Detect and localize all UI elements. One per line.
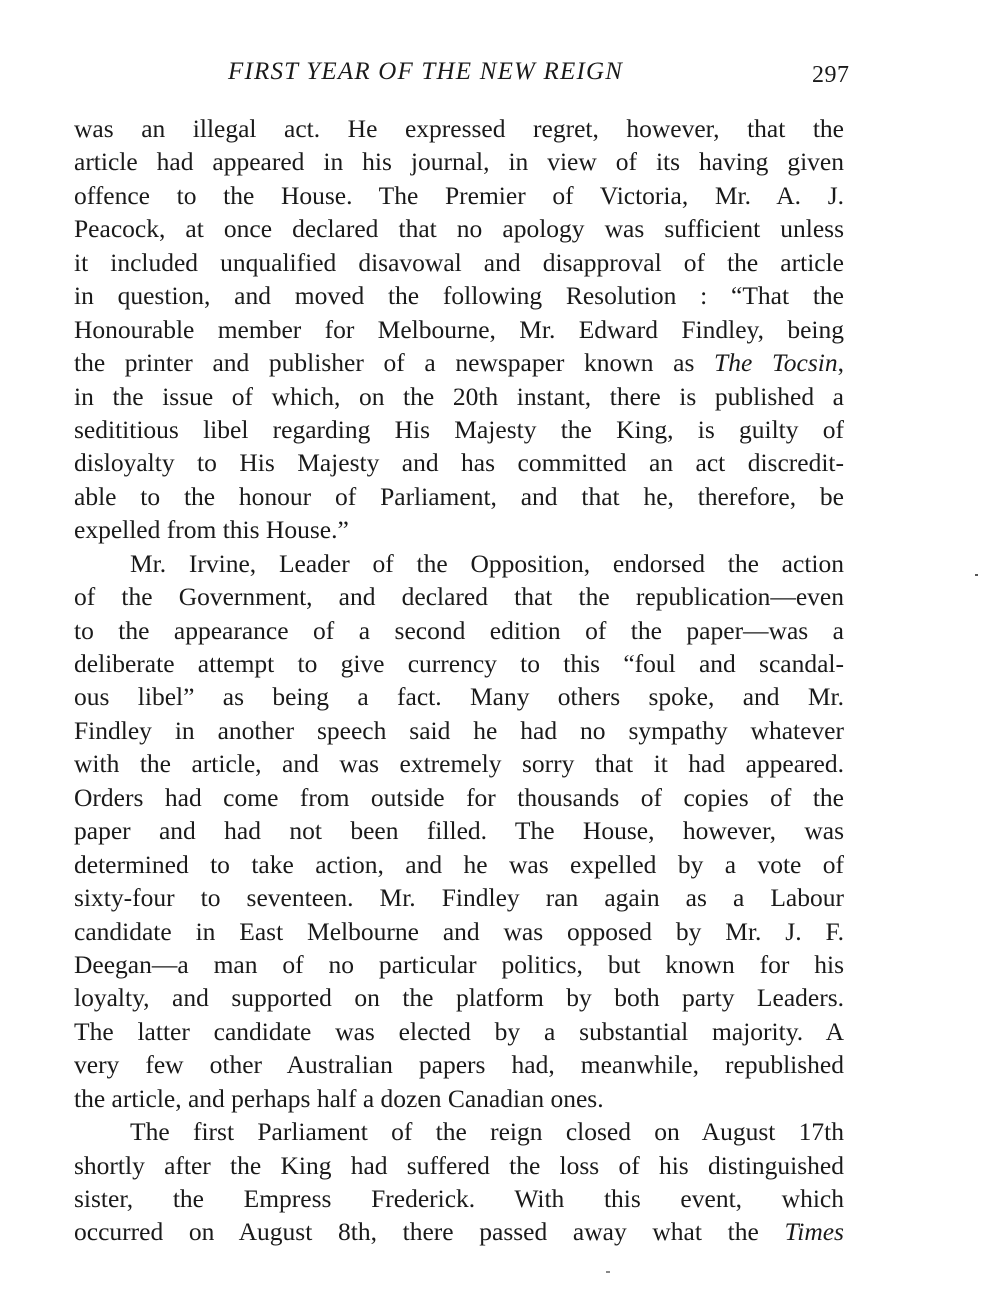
- newspaper-title: The Tocsin: [714, 348, 838, 378]
- text-line: deliberate attempt to give currency to this “foul and scandal-: [74, 649, 844, 678]
- text-line: sedititious libel regarding His Majesty the King, is guilty of: [74, 414, 844, 444]
- text-span: ,: [837, 348, 844, 378]
- page-number: 297: [812, 62, 850, 88]
- text-line: to the appearance of a second edition of the paper—was a: [74, 615, 844, 645]
- text-line: article had appeared in his journal, in view of its having given: [74, 147, 844, 177]
- scan-speck: [606, 1271, 610, 1273]
- text-line: ous libel” as being a fact. Many others spoke, and Mr.: [74, 682, 844, 712]
- newspaper-title: Times: [784, 1217, 844, 1247]
- text-line: Mr. Irvine, Leader of the Opposition, endorsed the action: [130, 548, 844, 578]
- text-line: shortly after the King had suffered the loss of his distinguished: [74, 1150, 844, 1180]
- text-line: loyalty, and supported on the platform by both party Leaders.: [74, 983, 844, 1013]
- text-line: sister, the Empress Frederick. With this event, which: [74, 1184, 844, 1213]
- text-line: the article, and perhaps half a dozen Canadian ones.: [74, 1083, 604, 1113]
- text-line: offence to the House. The Premier of Victoria, Mr. A. J.: [74, 180, 844, 210]
- text-span: occurred on August 8th, there passed away what the: [74, 1217, 785, 1247]
- text-line: with the article, and was extremely sorry that it had appeared.: [74, 749, 844, 779]
- text-line: in question, and moved the following Resolution : “That the: [74, 281, 844, 311]
- text-line: paper and had not been filled. The House, however, was: [74, 816, 844, 846]
- text-line: candidate in East Melbourne and was opposed by Mr. J. F.: [74, 916, 844, 946]
- running-title: FIRST YEAR OF THE NEW REIGN: [228, 58, 624, 85]
- text-line: [74, 346, 844, 379]
- text-line: [74, 1215, 844, 1248]
- text-line: sixty-four to seventeen. Mr. Findley ran again as a Labour: [74, 883, 844, 913]
- text-span: the printer and publisher of a newspaper known as: [74, 348, 715, 378]
- scan-speck: [975, 574, 978, 576]
- text-line: was an illegal act. He expressed regret, however, that the: [74, 114, 844, 143]
- text-line: Peacock, at once declared that no apology was sufficient unless: [74, 214, 844, 244]
- text-line: The latter candidate was elected by a substantial majority. A: [74, 1016, 844, 1046]
- text-line: of the Government, and declared that the republication—even: [74, 582, 844, 612]
- text-line: Findley in another speech said he had no sympathy whatever: [74, 715, 844, 745]
- text-line: able to the honour of Parliament, and that he, therefore, be: [74, 481, 844, 511]
- text-line: in the issue of which, on the 20th instant, there is published a: [74, 381, 844, 411]
- text-line: determined to take action, and he was expelled by a vote of: [74, 849, 844, 879]
- text-line: disloyalty to His Majesty and has committed an act discredit-: [74, 448, 844, 478]
- body-text: [74, 112, 844, 1249]
- running-head: [0, 58, 1000, 92]
- text-line: expelled from this House.”: [74, 515, 349, 545]
- text-line: it included unqualified disavowal and disapproval of the article: [74, 247, 844, 277]
- text-line: The first Parliament of the reign closed on August 17th: [130, 1117, 844, 1147]
- text-line: Orders had come from outside for thousands of copies of the: [74, 782, 844, 812]
- text-line: Deegan—a man of no particular politics, but known for his: [74, 949, 844, 979]
- text-line: very few other Australian papers had, meanwhile, republished: [74, 1050, 844, 1080]
- text-line: Honourable member for Melbourne, Mr. Edward Findley, being: [74, 314, 844, 344]
